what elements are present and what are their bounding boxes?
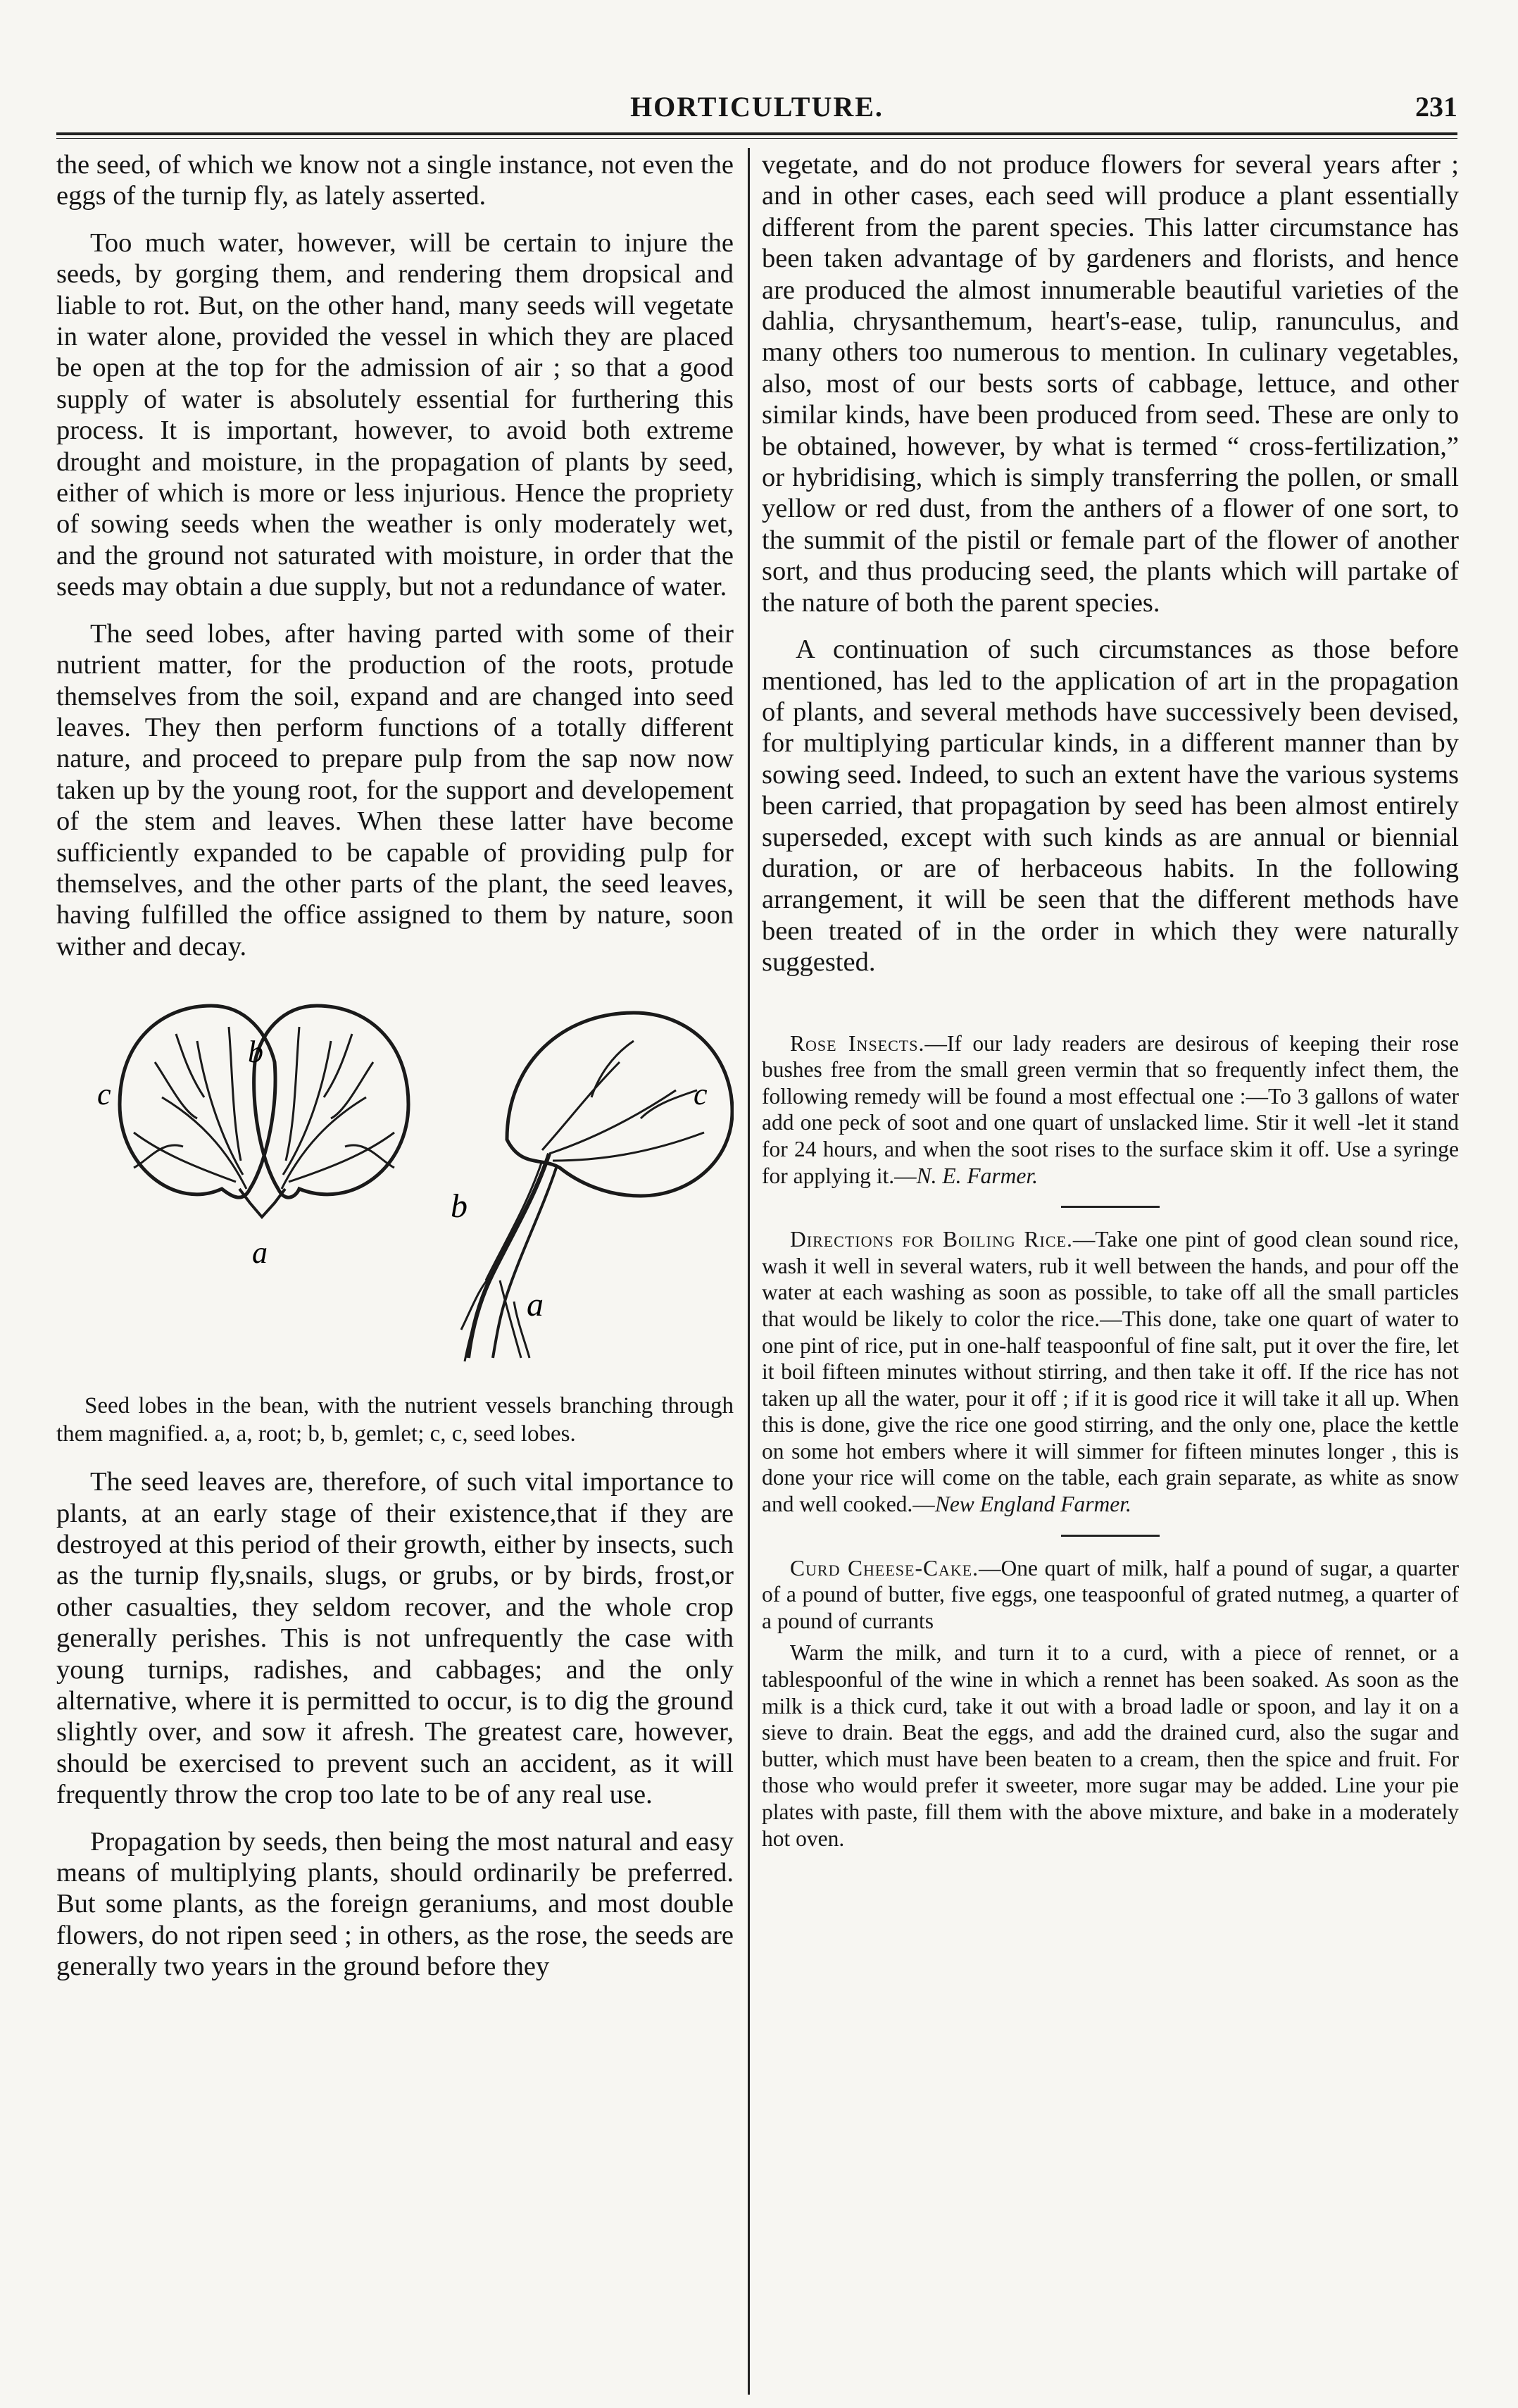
article-body: —Take one pint of good clean sound rice, wash it well in several waters, rub it well between the hands, and pour off the water at each washing as soon as possible, to take off all the small particles that would be likely to color the rice.—This done, take one quart of water to one pint of rice, put in one-half teaspoonful of fine salt, put it over the fire, let it boil fifteen minutes without stirring, and then take it off. If the rice has not taken up all the water, pour it off ; if it is good rice it will take it all up. When this is done, give the rice one good stirring, and the only one, place the kettle on some hot embers where it will simmer for fifteen minutes longer , this is done your rice will come on the table, each grain separate, as white as snow and well cooked.—: [762, 1227, 1459, 1517]
figure-label-a-left: a: [252, 1235, 268, 1271]
paragraph: The seed leaves are, therefore, of such vital importance to plants, at an early stage of their existence,that if they are destroyed at this period of their growth, either by insects, such as the turnip fly,snails, slugs, or grubs, or by birds, frost,or other casualties, they seldom recover, and the whole crop generally perishes. This is not unfrequently the case with young turnips, radishes, and cabbages; and the only alternative, where it is permitted to occur, is to dig the ground slightly over, and sow it afresh. The greatest care, however, should be exercised to prevent such an accident, as it will frequently throw the crop too late to be of any real use.: [56, 1467, 734, 1810]
paragraph: the seed, of which we know not a single instance, not even the eggs of the turnip fly, as lately asserted.: [56, 150, 734, 211]
seed-lobes-figure: [56, 978, 734, 1372]
figure-label-c-left: c: [97, 1077, 111, 1112]
paragraph: The seed lobes, after having parted with some of their nutrient matter, for the production of the roots, protude themselves from the soil, expand and are changed into seed leaves. They then perform functions of a totally different nature, and proceed to prepare pulp from the sap now now taken up by the young root, for the support and developement of the stem and leaves. When these latter have become sufficiently expanded to be capable of providing pulp for themselves, and the other parts of the plant, the seed leaves, having fulfilled the office assigned to them by nature, soon wither and decay.: [56, 618, 734, 961]
left-column: [56, 149, 734, 1998]
figure-label-a-right: a: [527, 1286, 544, 1324]
paragraph: Propagation by seeds, then being the most natural and easy means of multiplying plants, should ordinarily be preferred. But some plants, as the foreign geraniums, and most double flowers, do not ripen seed ; in others, as the rose, the seeds are generally two years in the ground before they: [56, 1826, 734, 1982]
article-source: N. E. Farmer.: [916, 1163, 1038, 1188]
column-divider: [748, 148, 750, 2395]
article-heading: Rose Insects.: [790, 1030, 925, 1056]
bean-seed-lobes-engraving: [56, 978, 734, 1372]
curd-cheese-cake-article: [762, 1555, 1459, 1635]
section-divider: [1061, 1535, 1160, 1537]
rose-insects-article: [762, 1030, 1459, 1190]
figure-label-c-right: c: [694, 1077, 708, 1112]
article-heading: Curd Cheese-Cake.: [790, 1555, 979, 1580]
figure-label-b-left: b: [248, 1035, 263, 1070]
figure-caption: Seed lobes in the bean, with the nutrient vessels branching through them magnified. a, a, root; b, b, gemlet; c, c, seed lobes.: [56, 1393, 734, 1447]
header-rule-thin: [56, 138, 1457, 139]
curd-cheese-cake-method: Warm the milk, and turn it to a curd, with a piece of rennet, or a tablespoonful of the wine in which a rennet has been soaked. As soon as the milk is a thick curd, take it out with a broad ladle or spoon, and lay it on a sieve to drain. Beat the eggs, and add the drained curd, also the sugar and butter, which must have been beaten to a cream, then the spice and fruit. For those who would prefer it sweeter, more sugar may be added. Line your pie plates with paste, fill them with the above mixture, and bake in a moderately hot oven.: [762, 1640, 1459, 1851]
section-divider: [1061, 1206, 1160, 1208]
article-heading: Directions for Boiling Rice.: [790, 1227, 1073, 1252]
paragraph: Too much water, however, will be certain to injure the seeds, by gorging them, and rendering them dropsical and liable to rot. But, on the other hand, many seeds will vegetate in water alone, provided the vessel in which they are placed be open at the top for the admission of air ; so that a good supply of water is absolutely essential for furthering this process. It is important, however, to avoid both extreme drought and moisture, in the propagation of plants by seed, either of which is more or less injurious. Hence the propriety of sowing seeds when the weather is only moderately wet, and the ground not saturated with moisture, in order that the seeds may obtain a due supply, but not a redundance of water.: [56, 227, 734, 602]
right-column: [762, 149, 1459, 1857]
page-number: 231: [1415, 91, 1457, 123]
article-source: New England Farmer.: [934, 1492, 1131, 1517]
article-body: —One quart of milk, half a pound of sugar, a quarter of a pound of butter, five eggs, one teaspoonful of grated nutmeg, a quarter of a pound of currants: [762, 1555, 1459, 1633]
figure-label-b-right: b: [451, 1187, 468, 1225]
article-body: —If our lady readers are desirous of keeping their rose bushes free from the small green vermin that so frequently infect them, the following remedy will be found a most effectual one :—To 3 gallons of water add one peck of soot and one quart of unslacked lime. Stir it well -let it stand for 24 hours, and when the soot rises to the surface skim it off. Use a syringe for applying it.—: [762, 1030, 1459, 1188]
header-rule: [56, 132, 1457, 135]
boiling-rice-article: [762, 1226, 1459, 1518]
paragraph: vegetate, and do not produce flowers for several years after ; and in other cases, each seed will produce a plant essentially different from the parent species. This latter circumstance has been taken advantage of by gardeners and florists, and hence are produced the almost innumerable beautiful varieties of the dahlia, chrysanthemum, heart's-ease, tulip, ranunculus, and many others too numerous to mention. In culinary vegetables, also, most of our bests sorts of cabbage, lettuce, and other similar kinds, have been produced from seed. These are only to be obtained, however, by what is termed “ cross-fertilization,” or hybridising, which is simply transferring the pollen, or small yellow or red dust, from the anthers of a flower of one sort, to the summit of the pistil or female part of the flower of another sort, and thus producing seed, the plants which will partake of the nature of both the parent species.: [762, 150, 1459, 618]
paragraph: A continuation of such circumstances as those before mentioned, has led to the application of art in the propagation of plants, and several methods have successively been devised, for multiplying particular kinds, in a different manner than by sowing seed. Indeed, to such an extent have the various systems been carried, that propagation by seed has been almost entirely superseded, except with such kinds as are annual or biennial duration, or are of herbaceous habits. In the following arrangement, it will be seen that the different methods have been treated of in the order in which they were naturally suggested.: [762, 635, 1459, 978]
running-title: HORTICULTURE.: [630, 91, 884, 123]
